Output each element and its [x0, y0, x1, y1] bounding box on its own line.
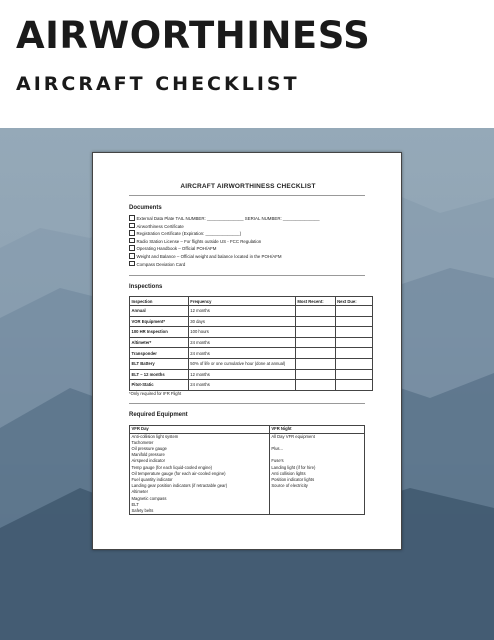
next-due-cell[interactable] — [335, 358, 372, 369]
list-item: Manifold pressure — [131, 452, 165, 458]
list-item: Fuse's — [271, 458, 284, 464]
vfr-day-list — [130, 433, 270, 515]
column-header: Frequency — [188, 297, 295, 306]
table-row — [130, 327, 373, 338]
document-item[interactable]: Compass Deviation Card — [129, 261, 185, 269]
next-due-cell[interactable] — [335, 380, 372, 391]
checklist-document — [92, 152, 402, 550]
column-header: Next Due: — [335, 297, 372, 306]
vfr-day-heading: VFR Day — [130, 426, 270, 434]
list-item: Source of electricity — [271, 483, 308, 489]
most-recent-cell[interactable] — [295, 306, 335, 317]
vfr-night-list — [269, 433, 364, 515]
list-item: Anti collision lights — [271, 470, 306, 476]
list-item: Oil pressure gauge — [131, 445, 167, 451]
header — [0, 0, 494, 128]
table-row — [130, 358, 373, 369]
document-item[interactable]: Radio Station License – For flights outside US - FCC Regulation — [129, 238, 261, 246]
checkbox[interactable] — [129, 245, 135, 251]
inspection-name: Transponder — [130, 348, 189, 359]
inspection-frequency: 12 months — [188, 306, 295, 317]
checkbox[interactable] — [129, 253, 135, 259]
document-item[interactable]: Weight and Balance – Official weight and balance located in the POH/AFM — [129, 253, 282, 261]
table-row — [130, 380, 373, 391]
document-item[interactable]: Operating Handbook – Official POH/AFM — [129, 245, 216, 253]
column-header: Most Recent: — [295, 297, 335, 306]
list-item: Airspeed indicator — [131, 458, 166, 464]
inspection-name: ELT Battery — [130, 358, 189, 369]
inspection-name: Altimeter* — [130, 337, 189, 348]
table-header-row — [130, 297, 373, 306]
inspections-heading: Inspections — [129, 284, 163, 290]
most-recent-cell[interactable] — [295, 337, 335, 348]
next-due-cell[interactable] — [335, 327, 372, 338]
column-header: Inspection — [130, 297, 189, 306]
list-item: ELT — [131, 501, 139, 507]
documents-heading: Documents — [129, 205, 162, 211]
list-item: Landing gear position indicators (if retractable gear) — [131, 483, 228, 489]
table-row — [130, 433, 365, 515]
checkbox[interactable] — [129, 215, 135, 221]
checkbox[interactable] — [129, 223, 135, 229]
most-recent-cell[interactable] — [295, 348, 335, 359]
inspection-name: Pitot-Static — [130, 380, 189, 391]
next-due-cell[interactable] — [335, 369, 372, 380]
inspection-frequency: 30 days — [188, 316, 295, 327]
document-title: AIRCRAFT AIRWORTHINESS CHECKLIST — [180, 183, 316, 190]
list-item: Altimeter — [131, 489, 149, 495]
next-due-cell[interactable] — [335, 306, 372, 317]
inspections-table — [129, 296, 373, 391]
table-row — [130, 348, 373, 359]
list-item: Safety belts — [131, 507, 154, 513]
list-item: Landing light (if for hire) — [271, 464, 316, 470]
table-row — [130, 369, 373, 380]
most-recent-cell[interactable] — [295, 316, 335, 327]
most-recent-cell[interactable] — [295, 380, 335, 391]
document-item[interactable]: Registration Certificate (Expiration: ______________) — [129, 230, 241, 238]
list-item: Plus... — [271, 445, 283, 451]
most-recent-cell[interactable] — [295, 327, 335, 338]
table-row — [130, 337, 373, 348]
list-item: All Day VFR equipment — [271, 433, 315, 439]
divider — [129, 275, 365, 276]
inspection-frequency: 24 months — [188, 348, 295, 359]
inspection-frequency: 12 months — [188, 369, 295, 380]
list-item: Position indicator lights — [271, 476, 315, 482]
next-due-cell[interactable] — [335, 316, 372, 327]
inspection-name: VOR Equipment* — [130, 316, 189, 327]
divider — [129, 195, 365, 196]
page-title: AIRWORTHINESS — [16, 14, 371, 57]
list-item: Fuel quantity indicator — [131, 476, 173, 482]
list-item: Magnetic compass — [131, 495, 167, 501]
inspection-frequency: 24 months — [188, 380, 295, 391]
most-recent-cell[interactable] — [295, 358, 335, 369]
inspection-name: 100 HR Inspection — [130, 327, 189, 338]
checkbox[interactable] — [129, 238, 135, 244]
equipment-heading: Required Equipment — [129, 412, 188, 418]
inspection-name: ELT – 12 months — [130, 369, 189, 380]
inspection-frequency: 24 months — [188, 337, 295, 348]
vfr-night-heading: VFR Night — [269, 426, 364, 434]
most-recent-cell[interactable] — [295, 369, 335, 380]
table-header-row — [130, 426, 365, 434]
inspection-name: Annual — [130, 306, 189, 317]
document-item[interactable]: Airworthiness Certificate — [129, 223, 184, 231]
table-row — [130, 306, 373, 317]
list-item: Anti-collision light system — [131, 433, 179, 439]
next-due-cell[interactable] — [335, 337, 372, 348]
ifr-note: *Only required for IFR Flight — [129, 391, 182, 396]
checkbox[interactable] — [129, 230, 135, 236]
list-item: Temp gauge (for each liquid-cooled engine) — [131, 464, 213, 470]
page-subtitle: AIRCRAFT CHECKLIST — [16, 73, 300, 95]
equipment-table — [129, 425, 365, 515]
checkbox[interactable] — [129, 261, 135, 267]
list-item: Tachometer — [131, 439, 154, 445]
table-row — [130, 316, 373, 327]
document-item[interactable]: External Data Plate TAIL NUMBER: _______________ SERIAL NUMBER: _______________ — [129, 215, 320, 223]
inspection-frequency: 50% of life or one cumulative hour (done at annual) — [188, 358, 295, 369]
divider — [129, 403, 365, 404]
next-due-cell[interactable] — [335, 348, 372, 359]
list-item: Oil temperature gauge (for each air-cooled engine) — [131, 470, 226, 476]
inspection-frequency: 100 hours — [188, 327, 295, 338]
